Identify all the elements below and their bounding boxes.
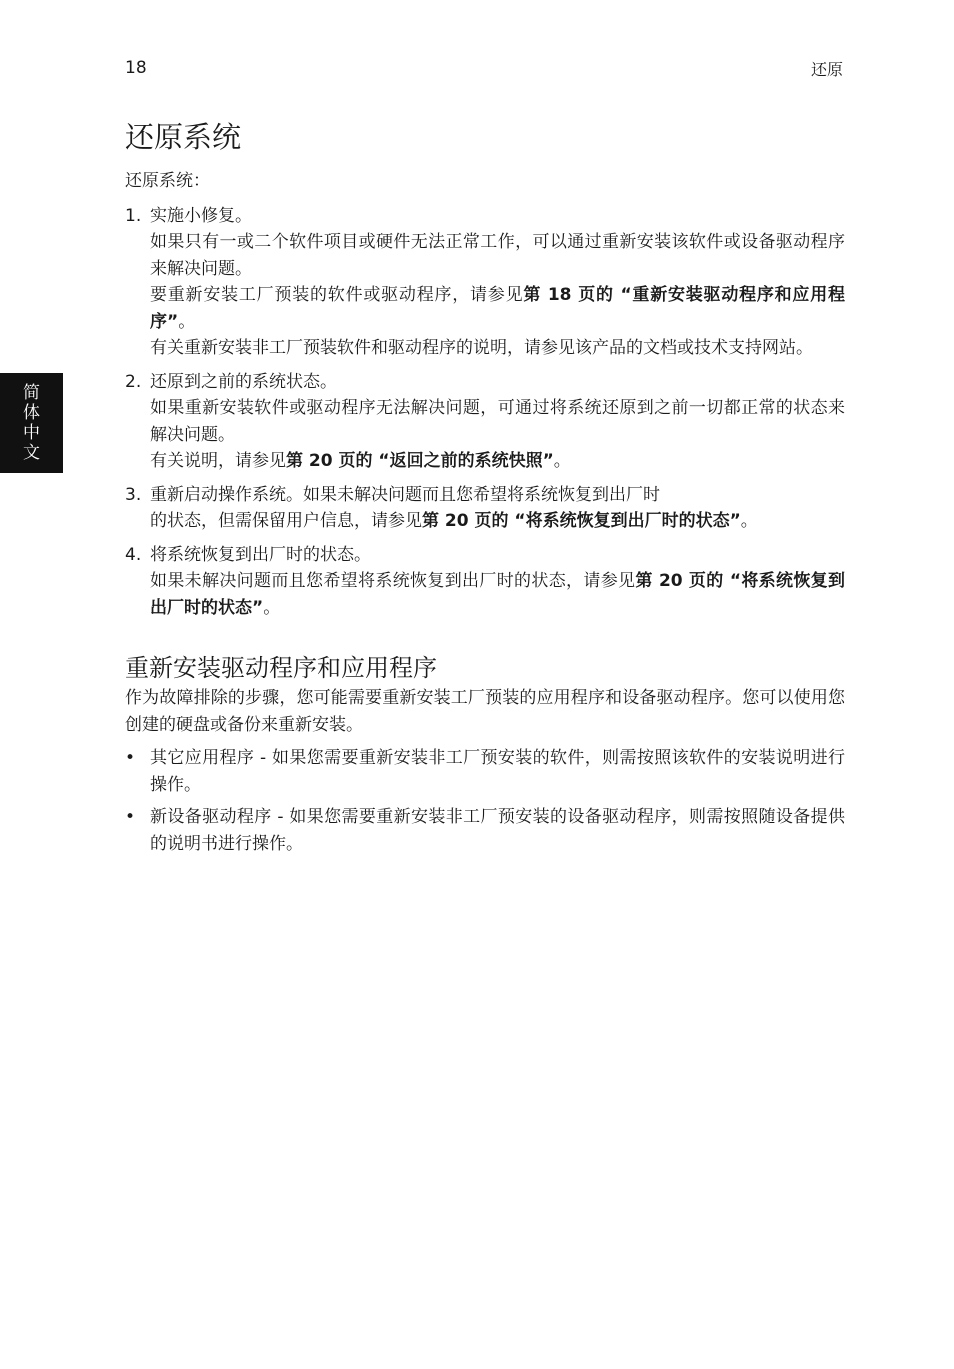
- section-body: 作为故障排除的步骤，您可能需要重新安装工厂预装的应用程序和设备驱动程序。您可以使用您创建的硬盘或备份来重新安装。: [125, 688, 845, 735]
- page-number: 18: [125, 58, 147, 78]
- cross-reference-link[interactable]: 第 20 页的 “将系统恢复到出厂时的状态”: [150, 571, 845, 618]
- step-line: 如果只有一或二个软件项目或硬件无法正常工作，可以通过重新安装该软件或设备驱动程序来解决问题。: [150, 232, 845, 279]
- restore-steps-list: [125, 203, 845, 622]
- language-side-tab: [0, 373, 63, 473]
- bullet-item: [125, 745, 845, 798]
- cross-reference-link[interactable]: 第 20 页的 “返回之前的系统快照”: [286, 451, 554, 471]
- bullet-dot: •: [125, 748, 136, 768]
- step-line: 要重新安装工厂预装的软件或驱动程序，请参见第 18 页的 “重新安装驱动程序和应用程序”。: [150, 285, 845, 332]
- step-number: 2.: [125, 371, 142, 392]
- step-line: 实施小修复。: [150, 205, 252, 226]
- bullet-text: 其它应用程序 - 如果您需要重新安装非工厂预安装的软件，则需按照该软件的安装说明进行操作。: [150, 748, 845, 795]
- section-title-restore-system: 还原系统: [125, 120, 242, 154]
- bullet-dot: •: [125, 807, 136, 827]
- section-intro: 还原系统：: [125, 171, 210, 191]
- step-line: 将系统恢复到出厂时的状态。: [150, 544, 371, 565]
- bullet-item: [125, 804, 845, 857]
- step-number: 4.: [125, 544, 142, 565]
- step-line: 如果重新安装软件或驱动程序无法解决问题，可通过将系统还原到之前一切都正常的状态来解决问题。: [150, 398, 845, 445]
- step-line: 有关重新安装非工厂预装软件和驱动程序的说明，请参见该产品的文档或技术支持网站。: [150, 338, 813, 358]
- step-line: 重新启动操作系统。如果未解决问题而且您希望将系统恢复到出厂时: [150, 484, 660, 505]
- step-line: 有关说明，请参见第 20 页的 “返回之前的系统快照”。: [150, 451, 571, 471]
- restore-step: [125, 203, 845, 362]
- section-reinstall: [125, 651, 845, 857]
- page-content: [125, 116, 845, 863]
- step-line: 的状态，但需保留用户信息，请参见第 20 页的 “将系统恢复到出厂时的状态”。: [150, 511, 758, 531]
- step-number: 1.: [125, 205, 142, 226]
- bullet-text: 新设备驱动程序 - 如果您需要重新安装非工厂预安装的设备驱动程序，则需按照随设备提供的说明书进行操作。: [150, 807, 845, 854]
- restore-step: [125, 369, 845, 475]
- restore-step: [125, 482, 845, 535]
- reinstall-bullet-list: [125, 745, 845, 857]
- language-side-tab-label: 简体中文: [23, 383, 40, 463]
- running-header-title: 还原: [810, 60, 843, 79]
- step-line: 还原到之前的系统状态。: [150, 371, 337, 392]
- cross-reference-link[interactable]: 第 18 页的 “重新安装驱动程序和应用程序”: [150, 285, 845, 332]
- cross-reference-link[interactable]: 第 20 页的 “将系统恢复到出厂时的状态”: [422, 511, 741, 531]
- step-line: 如果未解决问题而且您希望将系统恢复到出厂时的状态，请参见第 20 页的 “将系统恢复到出厂时的状态”。: [150, 571, 845, 618]
- section-title-reinstall-drivers: 重新安装驱动程序和应用程序: [125, 654, 437, 682]
- restore-step: [125, 542, 845, 622]
- step-number: 3.: [125, 484, 142, 505]
